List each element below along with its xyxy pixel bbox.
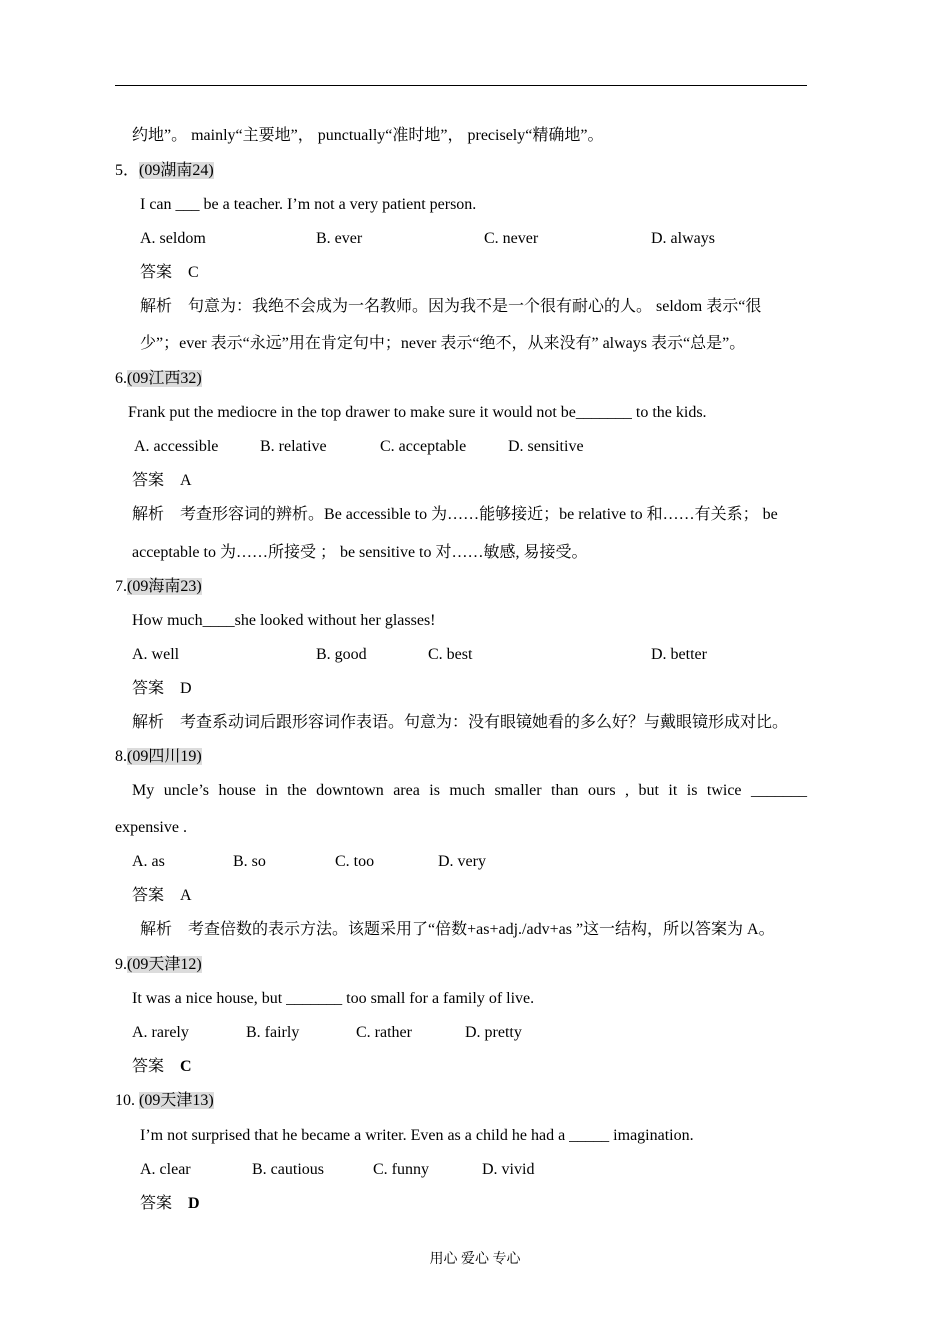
option-d: D. vivid [482, 1161, 535, 1178]
option-a: A. accessible [134, 438, 219, 455]
analysis-label: 解析 [132, 506, 165, 523]
analysis-label: 解析 [132, 714, 165, 731]
question-source: (09天津13) [139, 1092, 214, 1109]
option-c: C. acceptable [380, 438, 467, 455]
answer-value: C [188, 264, 199, 281]
analysis-text: 句意为：我绝不会成为一名教师。因为我不是一个很有耐心的人。 seldom 表示“很 [188, 298, 762, 315]
question-source: (09江西32) [127, 370, 202, 387]
answer-label: 答案 [132, 1058, 165, 1075]
option-b: B. so [233, 853, 266, 870]
option-b: B. good [316, 646, 367, 663]
question-5-stem: I can ___ be a teacher. I’m not a very patient person. [140, 196, 477, 213]
question-source: (09天津12) [127, 956, 202, 973]
analysis-label: 解析 [140, 298, 173, 315]
answer-value: D [180, 680, 192, 697]
option-c: C. never [484, 230, 539, 247]
answer-value: C [180, 1058, 192, 1075]
question-8-stem-continued: expensive . [115, 819, 187, 836]
answer-value: A [180, 472, 192, 489]
answer-row [132, 886, 192, 906]
analysis-row [140, 920, 775, 940]
question-10-header [115, 1091, 214, 1111]
question-5-header [115, 161, 214, 181]
page-footer: 用心 爱心 专心 [429, 1252, 521, 1267]
option-c: C. rather [356, 1024, 412, 1041]
option-c: C. too [335, 853, 375, 870]
analysis-row [132, 505, 778, 525]
question-source: (09湖南24) [139, 162, 214, 179]
question-number: 7. [115, 578, 127, 595]
analysis-text: 考查系动词后跟形容词作表语。句意为：没有眼镜她看的多么好？与戴眼镜形成对比。 [180, 714, 789, 731]
option-c: C. funny [373, 1161, 429, 1178]
answer-row [140, 1194, 200, 1214]
answer-label: 答案 [132, 680, 165, 697]
option-d: D. very [438, 853, 486, 870]
analysis-text-continued: 少”；ever 表示“永远”用在肯定句中；never 表示“绝不，从来没有” always 表示“总是”。 [140, 335, 746, 352]
option-a: A. as [132, 853, 165, 870]
analysis-text: 考查形容词的辨析。Be accessible to 为……能够接近；be relative to 和……有关系； be [180, 506, 778, 523]
question-9-header [115, 955, 202, 975]
answer-value: D [188, 1195, 200, 1212]
question-6-header [115, 369, 202, 389]
question-source: (09海南23) [127, 578, 202, 595]
analysis-text-continued: acceptable to 为……所接受 ； be sensitive to 对……敏感, 易接受。 [132, 544, 588, 561]
question-7-stem: How much____she looked without her glasses! [132, 612, 436, 629]
question-number: 5． [115, 162, 140, 179]
option-d: D. always [651, 230, 715, 247]
answer-row [132, 679, 192, 699]
answer-value: A [180, 887, 192, 904]
option-b: B. fairly [246, 1024, 300, 1041]
question-8-stem: My uncle’s house in the downtown area is much smaller than ours , but it is twice _______ [132, 782, 807, 799]
question-source: (09四川19) [127, 748, 202, 765]
question-number: 6. [115, 370, 127, 387]
answer-label: 答案 [132, 887, 165, 904]
option-c: C. best [428, 646, 473, 663]
option-b: B. cautious [252, 1161, 324, 1178]
answer-row [132, 1057, 192, 1077]
analysis-text: 考查倍数的表示方法。该题采用了“倍数+as+adj./adv+as ”这一结构，所以答案为 A。 [188, 921, 775, 938]
option-a: A. clear [140, 1161, 191, 1178]
analysis-label: 解析 [140, 921, 173, 938]
question-8-header [115, 747, 202, 767]
header-rule [115, 85, 807, 86]
question-number: 10. [115, 1092, 135, 1109]
question-10-stem: I’m not surprised that he became a writer. Even as a child he had a _____ imagination. [140, 1127, 694, 1144]
answer-label: 答案 [140, 1195, 173, 1212]
option-d: D. sensitive [508, 438, 584, 455]
analysis-row [132, 713, 788, 733]
answer-label: 答案 [132, 472, 165, 489]
option-b: B. ever [316, 230, 363, 247]
continued-explanation: 约地”。 mainly“主要地”， punctually“准时地”， precisely“精确地”。 [132, 127, 604, 144]
option-b: B. relative [260, 438, 327, 455]
question-6-stem: Frank put the mediocre in the top drawer to make sure it would not be_______ to the kids. [128, 404, 707, 421]
question-7-header [115, 577, 202, 597]
option-a: A. rarely [132, 1024, 189, 1041]
option-d: D. better [651, 646, 707, 663]
question-number: 8. [115, 748, 127, 765]
answer-row [132, 471, 192, 491]
option-a: A. seldom [140, 230, 206, 247]
answer-label: 答案 [140, 264, 173, 281]
question-9-stem: It was a nice house, but _______ too small for a family of live. [132, 990, 535, 1007]
answer-row [140, 263, 199, 283]
question-number: 9. [115, 956, 127, 973]
analysis-row [140, 297, 807, 317]
option-d: D. pretty [465, 1024, 522, 1041]
option-a: A. well [132, 646, 180, 663]
